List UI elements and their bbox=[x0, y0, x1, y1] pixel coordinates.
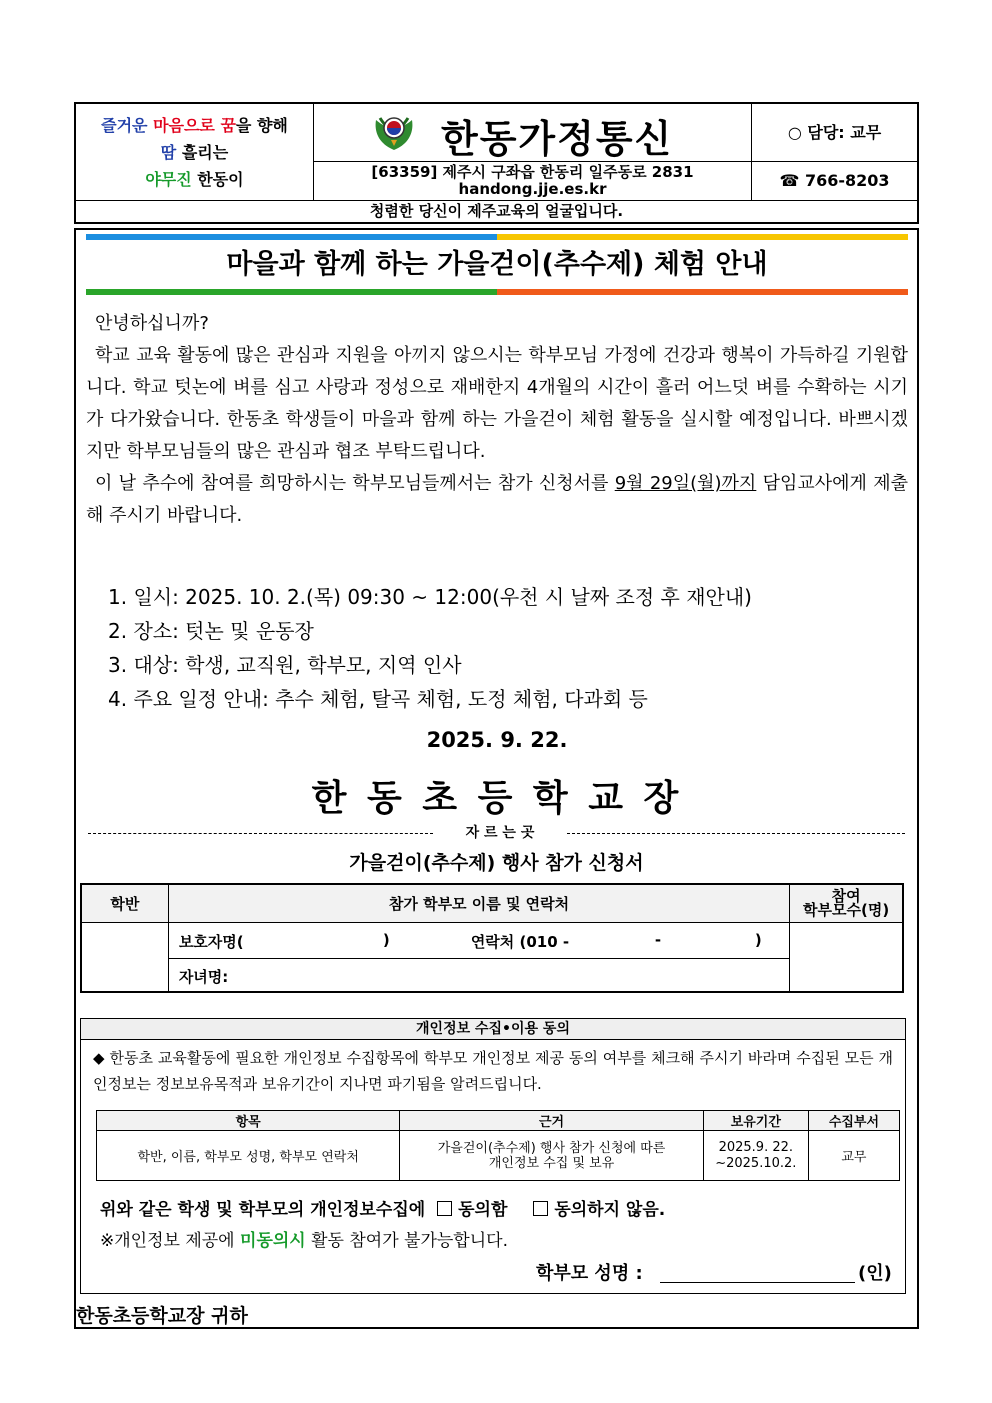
privacy-item: 학반, 이름, 학부모 성명, 학부모 연락처 bbox=[97, 1131, 400, 1181]
privacy-title: 개인정보 수집•이용 동의 bbox=[81, 1019, 905, 1040]
parent-signature-input[interactable] bbox=[660, 1262, 855, 1283]
privacy-period bbox=[703, 1131, 808, 1181]
privacy-basis-line: 개인정보 수집 및 보유 bbox=[488, 1155, 615, 1171]
header-class: 학반 bbox=[81, 884, 168, 922]
application-table bbox=[80, 883, 904, 993]
agree-checkbox[interactable] bbox=[437, 1201, 452, 1216]
privacy-period-line: 2025.9. 22. bbox=[718, 1139, 794, 1155]
privacy-header: 항목 bbox=[97, 1111, 400, 1131]
detail-item: 4. 주요 일정 안내: 추수 체험, 탈곡 체험, 도정 체험, 다과회 등 bbox=[108, 687, 648, 711]
school-address: [63359] 제주시 구좌읍 한동리 일주동로 2831 bbox=[371, 163, 694, 181]
privacy-header: 수집부서 bbox=[808, 1111, 899, 1131]
agree-label: 동의함 bbox=[458, 1200, 508, 1220]
slogan-text: 을 향해 bbox=[235, 116, 288, 135]
cut-line-left bbox=[88, 833, 433, 834]
disagree-checkbox[interactable] bbox=[533, 1201, 548, 1216]
warning-text: ※개인정보 제공에 bbox=[100, 1231, 241, 1251]
title-bar-bottom-left bbox=[86, 289, 497, 295]
paragraph-2-text: 담임교사에게 제출해 주시기 바랍니다. bbox=[86, 473, 908, 526]
consent-text: 위와 같은 학생 및 학부모의 개인정보수집에 bbox=[100, 1200, 426, 1220]
contact-input-end[interactable] bbox=[679, 929, 749, 949]
notice-body bbox=[86, 308, 908, 532]
form-title: 가을걷이(추수제) 행사 참가 신청서 bbox=[349, 852, 644, 874]
contact-label: 연락처 (010 - bbox=[470, 932, 570, 951]
guardian-row bbox=[168, 922, 789, 958]
warning-highlight: 미동의시 bbox=[240, 1231, 306, 1251]
class-input[interactable] bbox=[81, 922, 168, 992]
cut-line-right bbox=[567, 833, 905, 834]
header-count-line: 학부모수(명) bbox=[803, 901, 890, 920]
header-count bbox=[790, 884, 903, 922]
consent-line bbox=[100, 1195, 900, 1220]
contact-input-mid[interactable] bbox=[589, 929, 649, 949]
header-count-line: 참여 bbox=[831, 887, 861, 906]
notice-title: 마을과 함께 하는 가을걷이(추수제) 체험 안내 bbox=[226, 249, 768, 280]
newsletter-header bbox=[74, 102, 919, 224]
school-slogan bbox=[76, 104, 314, 200]
title-bar-bottom-right bbox=[497, 289, 908, 295]
child-name-input[interactable] bbox=[241, 964, 741, 986]
footer-recipient: 한동초등학교장 귀하 bbox=[76, 1305, 248, 1327]
signer: 한 동 초 등 학 교 장 bbox=[311, 778, 683, 819]
title-block bbox=[314, 104, 752, 162]
notice-date: 2025. 9. 22. bbox=[426, 728, 568, 752]
detail-item: 2. 장소: 텃논 및 운동장 bbox=[108, 619, 314, 643]
slogan-text: 한동이 bbox=[191, 170, 244, 189]
privacy-header: 보유기간 bbox=[703, 1111, 808, 1131]
slogan-text: 흘리는 bbox=[176, 143, 229, 162]
slogan-text: 야무진 bbox=[145, 170, 192, 189]
motto: 청렴한 당신이 제주교육의 얼굴입니다. bbox=[76, 200, 917, 222]
cut-label: 자 르 는 곳 bbox=[465, 825, 535, 841]
newsletter-title: 한동가정통신 bbox=[441, 117, 674, 161]
header-info: 참가 학부모 이름 및 연락처 bbox=[168, 884, 789, 922]
paragraph-2 bbox=[86, 468, 908, 532]
child-label: 자녀명: bbox=[178, 967, 229, 986]
greeting: 안녕하십니까? bbox=[95, 313, 209, 334]
privacy-header: 근거 bbox=[400, 1111, 703, 1131]
warning-text: 활동 참여가 불가능합니다. bbox=[305, 1231, 508, 1251]
charge-cell: ○ 담당: 교무 bbox=[752, 104, 917, 162]
guardian-close: ) bbox=[382, 930, 390, 949]
count-input[interactable] bbox=[790, 922, 903, 992]
privacy-basis-line: 가을걷이(추수제) 행사 참가 신청에 따른 bbox=[437, 1140, 666, 1156]
school-emblem-icon bbox=[371, 110, 417, 154]
guardian-label: 보호자명( bbox=[178, 932, 244, 951]
privacy-dept: 교무 bbox=[808, 1131, 899, 1181]
paragraph-1: 학교 교육 활동에 많은 관심과 지원을 아끼지 않으시는 학부모님 가정에 건강과 행복이 가득하길 기원합니다. 학교 텃논에 벼를 심고 사랑과 정성으로 재배한지 4개월의 시간이 흘러 어느덧 벼를 수확하는 시기가 다가왔습니다. 한동초 학생들이 마을과 함께 하는 가을걷이 체험 활동을 실시할 예정입니다. 바쁘시겠지만 학부모님들의 많은 관심과 협조 부탁드립니다. bbox=[86, 345, 908, 462]
deadline: 9월 29일(월)까지 bbox=[614, 473, 757, 494]
slogan-text: 즐거운 bbox=[101, 116, 154, 135]
privacy-table bbox=[96, 1110, 900, 1181]
phone-cell: ☎ 766-8203 bbox=[779, 171, 890, 190]
address-block bbox=[314, 162, 752, 200]
privacy-notice: ◆ 한동초 교육활동에 필요한 개인정보 수집항목에 학부모 개인정보 제공 동의 여부를 체크해 주시기 바라며 수집된 모든 개인정보는 정보보유목적과 보유기간이 지나면 파기됨을 알려드립니다. bbox=[93, 1049, 893, 1093]
event-details bbox=[108, 580, 908, 716]
detail-item: 1. 일시: 2025. 10. 2.(목) 09:30 ~ 12:00(우천 시 날짜 조정 후 재안내) bbox=[108, 585, 752, 609]
paragraph-2-text: 이 날 추수에 참여를 희망하시는 학부모님들께서는 참가 신청서를 bbox=[95, 473, 615, 494]
detail-item: 3. 대상: 학생, 교직원, 학부모, 지역 인사 bbox=[108, 653, 462, 677]
child-row bbox=[168, 958, 789, 992]
contact-dash: - bbox=[654, 930, 662, 949]
slogan-text: 꿈 bbox=[214, 116, 236, 135]
sign-label: 학부모 성명 : bbox=[536, 1263, 643, 1284]
privacy-basis bbox=[400, 1131, 703, 1181]
privacy-period-line: ~2025.10.2. bbox=[715, 1155, 797, 1171]
privacy-warning bbox=[100, 1226, 900, 1251]
school-website: handong.jje.es.kr bbox=[458, 180, 607, 198]
contact-close: ) bbox=[754, 930, 762, 949]
guardian-name-input[interactable] bbox=[299, 929, 379, 949]
slogan-text: 땀 bbox=[160, 143, 177, 162]
disagree-label: 동의하지 않음. bbox=[554, 1200, 666, 1220]
sign-seal: (인) bbox=[858, 1263, 892, 1284]
slogan-text: 마음으로 bbox=[153, 116, 215, 135]
